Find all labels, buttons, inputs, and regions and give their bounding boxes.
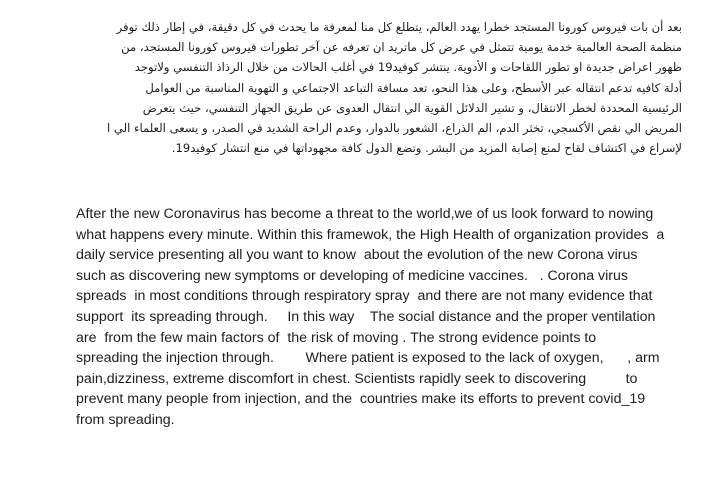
arabic-paragraph <box>72 17 682 158</box>
english-paragraph <box>76 204 686 431</box>
arabic-line-5: الرئيسية المحددة لخطر الانتقال، و تشير الدلائل القوية الي انتقال العدوى عن طريق الجهاز التنفسي، حيث يتعرض <box>142 100 682 115</box>
english-line-4: such as discovering new symptoms or developing of medicine vaccines. . Corona virus <box>76 267 628 284</box>
arabic-line-1: بعد أن بات فيروس كورونا المستجد خطرا يهدد العالم، يتطلع كل منا لمعرفة ما يحدث في كل دقيقة، في إطار ذلك توفر <box>116 20 682 34</box>
arabic-line-6: المريض الي نقص الأكسجي، تخثر الدم، الم الذراع، الشعور بالدوار، وعدم الراحة الشديد في الصدر، و يسعى العلماء الي ا <box>107 121 682 136</box>
arabic-line-4: أدلة كافيه تدعم انتقاله عبر الأسطح، وعلى هذا النحو، تعد مسافة التباعد الاجتماعي و التهوية المناسبة من العوامل <box>145 80 682 95</box>
arabic-line-3: ظهور اعراض جديدة او تطور اللقاحات و الأدوية. ينتشر كوفيد19 في أغلب الحالات من خلال الرذاذ التنفسي ولاتوجد <box>134 60 682 75</box>
arabic-line-2: منظمة الصحة العالمية خدمة يومية تتمثل في عرض كل ماتريد ان تعرفه عن آخر تطورات فيروس كورونا المستجد، من <box>121 40 682 55</box>
english-line-6: support its spreading through. In this way The social distance and the proper ventilation <box>76 308 656 325</box>
english-line-7: are from the few main factors of the risk of moving . The strong evidence points to <box>76 329 597 346</box>
english-line-2: what happens every minute. Within this framewok, the High Health of organization provides a <box>76 226 665 243</box>
english-line-8: spreading the injection through. Where patient is exposed to the lack of oxygen, , arm <box>76 350 660 367</box>
english-line-3: daily service presenting all you want to know about the evolution of the new Corona virus <box>76 247 638 264</box>
arabic-line-7: لإسراع في اكتشاف لقاح لمنع إصابة المزيد من البشر. وتضع الدول كافة مجهوداتها في منع انتشار كوفيد19. <box>171 141 682 156</box>
english-line-9: pain,dizziness, extreme discomfort in chest. Scientists rapidly seek to discovering to <box>76 370 638 387</box>
english-line-11: from spreading. <box>76 411 175 428</box>
english-line-5: spreads in most conditions through respiratory spray and there are not many evidence that <box>76 288 653 305</box>
english-line-10: prevent many people from injection, and the countries make its efforts to prevent covid_19 <box>76 391 646 408</box>
english-line-1: After the new Coronavirus has become a threat to the world,we of us look forward to nowing <box>76 206 654 222</box>
